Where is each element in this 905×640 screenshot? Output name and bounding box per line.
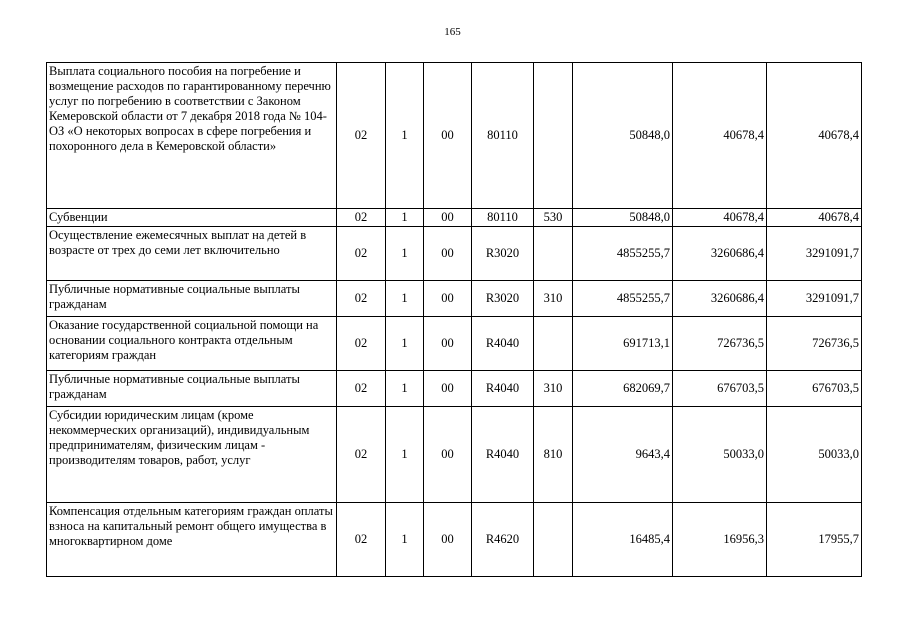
- row-value-year2: 40678,4: [673, 209, 767, 227]
- row-code-subprogram: 00: [424, 281, 472, 317]
- row-code-expense-type: [534, 227, 573, 281]
- row-code-subprogram: 00: [424, 503, 472, 577]
- row-name: Оказание государственной социальной помощи на основании социального контракта отдельным категориям граждан: [47, 317, 337, 371]
- row-value-year2: 40678,4: [673, 63, 767, 209]
- row-value-year2: 16956,3: [673, 503, 767, 577]
- row-code-program: 1: [386, 317, 424, 371]
- row-value-year1: 9643,4: [573, 407, 673, 503]
- row-code-section: 02: [337, 227, 386, 281]
- table-row: [47, 281, 862, 317]
- row-name: Субсидии юридическим лицам (кроме некоммерческих организаций), индивидуальным предпринимателям, физическим лицам - производителям товаров, работ, услуг: [47, 407, 337, 503]
- row-code-expense-type: 530: [534, 209, 573, 227]
- row-value-year3: 3291091,7: [767, 281, 862, 317]
- row-code-direction: 80110: [472, 63, 534, 209]
- table-row: [47, 371, 862, 407]
- row-code-section: 02: [337, 371, 386, 407]
- row-code-direction: R4040: [472, 407, 534, 503]
- row-code-section: 02: [337, 503, 386, 577]
- row-code-expense-type: [534, 503, 573, 577]
- row-value-year2: 3260686,4: [673, 227, 767, 281]
- row-code-expense-type: 810: [534, 407, 573, 503]
- row-code-direction: R4040: [472, 371, 534, 407]
- row-code-direction: R4620: [472, 503, 534, 577]
- row-value-year1: 16485,4: [573, 503, 673, 577]
- table-row: [47, 407, 862, 503]
- row-code-section: 02: [337, 407, 386, 503]
- row-value-year3: 3291091,7: [767, 227, 862, 281]
- row-code-direction: R3020: [472, 281, 534, 317]
- row-value-year1: 50848,0: [573, 63, 673, 209]
- row-value-year1: 682069,7: [573, 371, 673, 407]
- row-code-program: 1: [386, 371, 424, 407]
- row-code-expense-type: 310: [534, 371, 573, 407]
- row-code-program: 1: [386, 209, 424, 227]
- row-code-program: 1: [386, 63, 424, 209]
- row-name: Компенсация отдельным категориям граждан оплаты взноса на капитальный ремонт общего имущества в многоквартирном доме: [47, 503, 337, 577]
- row-code-expense-type: [534, 63, 573, 209]
- row-code-direction: R3020: [472, 227, 534, 281]
- row-value-year1: 4855255,7: [573, 281, 673, 317]
- row-value-year3: 40678,4: [767, 63, 862, 209]
- row-name: Публичные нормативные социальные выплаты гражданам: [47, 281, 337, 317]
- row-name: Выплата социального пособия на погребение и возмещение расходов по гарантированному перечню услуг по погребению в соответствии с Законом Кемеровской области от 7 декабря 2018 года № 104-ОЗ «О некоторых вопросах в сфере погребения и похоронного дела в Кемеровской области»: [47, 63, 337, 209]
- row-value-year2: 726736,5: [673, 317, 767, 371]
- table-row: [47, 503, 862, 577]
- row-code-subprogram: 00: [424, 371, 472, 407]
- row-code-direction: 80110: [472, 209, 534, 227]
- table-row: [47, 227, 862, 281]
- page-number: 165: [444, 26, 461, 38]
- row-code-subprogram: 00: [424, 407, 472, 503]
- row-code-section: 02: [337, 209, 386, 227]
- row-code-subprogram: 00: [424, 209, 472, 227]
- row-value-year3: 676703,5: [767, 371, 862, 407]
- row-value-year3: 50033,0: [767, 407, 862, 503]
- row-code-program: 1: [386, 407, 424, 503]
- table-row: [47, 209, 862, 227]
- row-code-program: 1: [386, 281, 424, 317]
- row-code-program: 1: [386, 227, 424, 281]
- row-code-expense-type: 310: [534, 281, 573, 317]
- table-row: [47, 317, 862, 371]
- row-value-year1: 691713,1: [573, 317, 673, 371]
- row-code-direction: R4040: [472, 317, 534, 371]
- row-value-year3: 40678,4: [767, 209, 862, 227]
- row-name: Субвенции: [47, 209, 337, 227]
- row-name: Осуществление ежемесячных выплат на детей в возрасте от трех до семи лет включительно: [47, 227, 337, 281]
- row-value-year3: 17955,7: [767, 503, 862, 577]
- row-value-year1: 50848,0: [573, 209, 673, 227]
- row-value-year2: 3260686,4: [673, 281, 767, 317]
- row-code-program: 1: [386, 503, 424, 577]
- row-code-section: 02: [337, 63, 386, 209]
- row-value-year3: 726736,5: [767, 317, 862, 371]
- row-value-year1: 4855255,7: [573, 227, 673, 281]
- row-code-subprogram: 00: [424, 227, 472, 281]
- table-row: [47, 63, 862, 209]
- row-code-subprogram: 00: [424, 317, 472, 371]
- row-code-expense-type: [534, 317, 573, 371]
- row-value-year2: 676703,5: [673, 371, 767, 407]
- row-code-section: 02: [337, 281, 386, 317]
- row-code-section: 02: [337, 317, 386, 371]
- row-code-subprogram: 00: [424, 63, 472, 209]
- row-name: Публичные нормативные социальные выплаты гражданам: [47, 371, 337, 407]
- row-value-year2: 50033,0: [673, 407, 767, 503]
- budget-table: [46, 62, 862, 577]
